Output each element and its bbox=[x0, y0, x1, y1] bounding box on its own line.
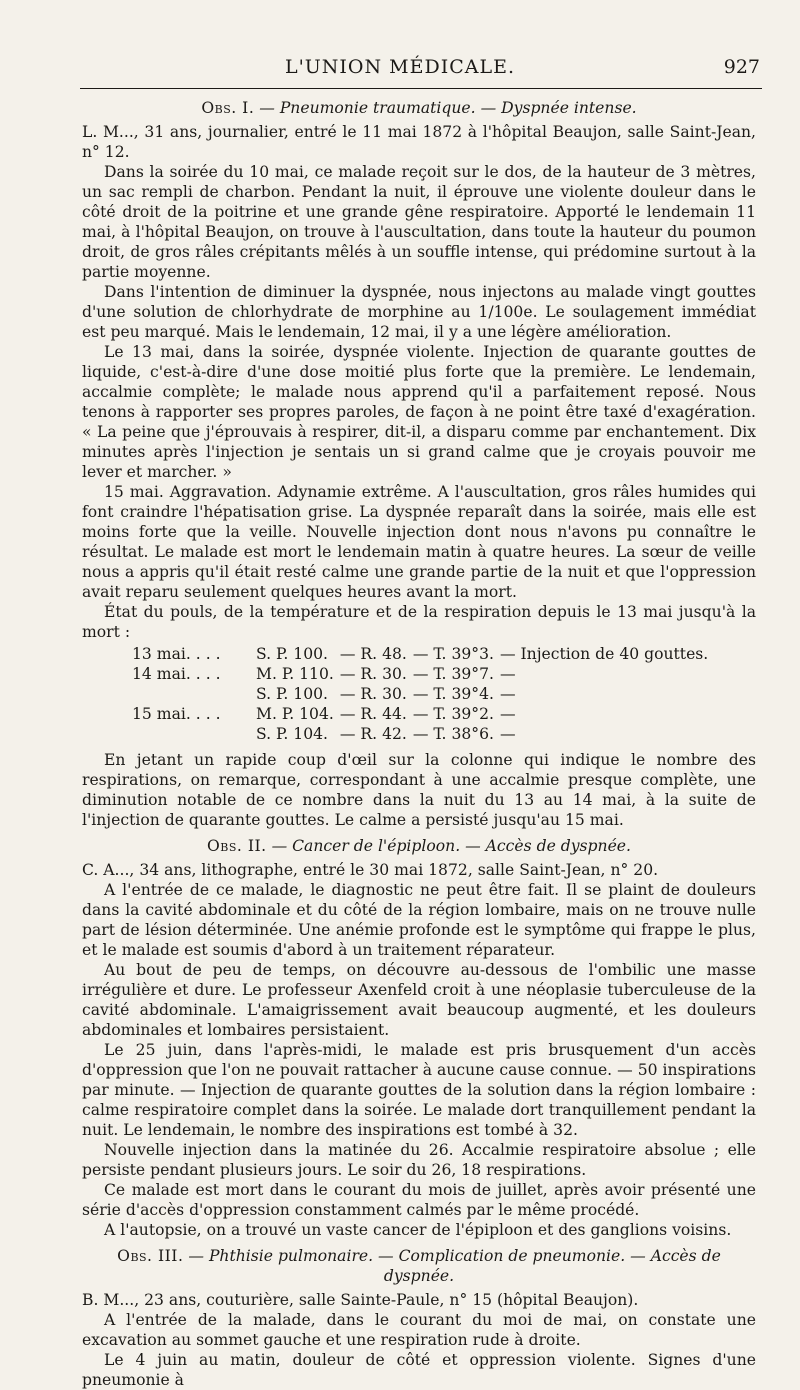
obs1-paragraph: État du pouls, de la température et de la respiration depuis le 13 mai jusqu'à la mort : bbox=[82, 603, 756, 641]
obs3-title: — Phthisie pulmonaire. — Complication de pneumonie. — Accès de dyspnée. bbox=[188, 1247, 721, 1285]
journal-title: L'UNION MÉDICALE. bbox=[284, 56, 516, 78]
table-cell-day: 15 mai. . . . bbox=[132, 705, 221, 723]
obs2-paragraph: A l'entrée de ce malade, le diagnostic ne peut être fait. Il se plaint de douleurs dans la cavité abdominale et du côté de la région lombaire, mais on ne trouve nulle part de lésion déterminée. Une anémie profonde est le symptôme qui frappe le plus, et le malade est soumis d'abord à un traitement réparateur. bbox=[82, 881, 756, 959]
obs3-paragraph: A l'entrée de la malade, dans le courant du moi de mai, on constate une excavation au sommet gauche et une respiration rude à droite. bbox=[82, 1311, 756, 1349]
obs1-paragraph: Le 13 mai, dans la soirée, dyspnée violente. Injection de quarante gouttes de liquide, c'est-à-dire d'une dose moitié plus forte que la première. Le lendemain, accalmie complète; le malade nous apprend qu'il a parfaitement reposé. Nous tenons à rapporter ses propres paroles, de façon à ne point être taxé d'exagération. « La peine que j'éprouvais à respirer, dit-il, a disparu comme par enchantement. Dix minutes après l'injection je sentais un si grand calme que je croyais pouvoir me lever et marcher. » bbox=[82, 343, 756, 481]
table-cell-pulse: M. P. 110. bbox=[256, 665, 334, 683]
table-cell-pulse: S. P. 104. bbox=[256, 725, 329, 743]
page-number: 927 bbox=[723, 56, 760, 78]
obs1-paragraph: L. M..., 31 ans, journalier, entré le 11 mai 1872 à l'hôpital Beaujon, salle Saint-Jean, n° 12. bbox=[82, 123, 756, 161]
table-cell-resp: — R. 30. bbox=[339, 685, 407, 703]
table-cell-resp: — R. 48. bbox=[339, 645, 407, 663]
table-cell-day bbox=[132, 724, 256, 744]
obs3-heading bbox=[82, 1246, 756, 1286]
obs3-paragraph: B. M..., 23 ans, couturière, salle Sainte-Paule, n° 15 (hôpital Beaujon). bbox=[82, 1291, 639, 1309]
table-cell-note: — Injection de 40 gouttes. bbox=[499, 645, 709, 663]
table-cell-temp: — T. 39°2. bbox=[412, 705, 494, 723]
table-cell-note: — bbox=[499, 665, 516, 683]
obs2-label: Obs. II. bbox=[207, 837, 267, 855]
article-body bbox=[82, 98, 756, 1390]
obs1-conclusion: En jetant un rapide coup d'œil sur la colonne qui indique le nombre des respirations, on remarque, correspondant à une accalmie presque complète, une diminution notable de ce nombre dans la nuit du 13 au 14 mai, à la suite de l'injection de quarante gouttes. Le calme a persisté jusqu'au 15 mai. bbox=[82, 751, 756, 829]
obs1-paragraph: 15 mai. Aggravation. Adynamie extrême. A l'auscultation, gros râles humides qui font craindre l'hépatisation grise. La dyspnée reparaît dans la soirée, mais elle est moins forte que la veille. Nouvelle injection dont nous n'avons pu connaître le résultat. Le malade est mort le lendemain matin à quatre heures. La sœur de veille nous a appris qu'il était resté calme une grande partie de la nuit et que l'oppression avait reparu seulement quelques heures avant la mort. bbox=[82, 483, 756, 601]
obs1-paragraph: Dans la soirée du 10 mai, ce malade reçoit sur le dos, de la hauteur de 3 mètres, un sac rempli de charbon. Pendant la nuit, il éprouve une violente douleur dans le côté droit de la poitrine et une grande gêne respiratoire. Apporté le lendemain 11 mai, à l'hôpital Beaujon, on trouve à l'auscultation, dans toute la hauteur du poumon droit, de gros râles crépitants mêlés à un souffle intense, qui prédomine surtout à la partie moyenne. bbox=[82, 163, 756, 281]
obs2-paragraph: A l'autopsie, on a trouvé un vaste cancer de l'épiploon et des ganglions voisins. bbox=[104, 1221, 732, 1239]
table-cell-day: 14 mai. . . . bbox=[132, 665, 221, 683]
table-row bbox=[132, 664, 714, 684]
obs3-paragraph: Le 4 juin au matin, douleur de côté et oppression violente. Signes d'une pneumonie à bbox=[82, 1351, 756, 1389]
obs2-heading bbox=[82, 836, 756, 856]
table-cell-note: — bbox=[499, 685, 516, 703]
obs1-paragraph: Dans l'intention de diminuer la dyspnée, nous injectons au malade vingt gouttes d'une solution de chlorhydrate de morphine au 1/100e. Le soulagement immédiat est peu marqué. Mais le lendemain, 12 mai, il y a une légère amélioration. bbox=[82, 283, 756, 341]
table-cell-pulse: M. P. 104. bbox=[256, 705, 334, 723]
table-cell-temp: — T. 39°3. bbox=[412, 645, 494, 663]
table-cell-temp: — T. 38°6. bbox=[412, 725, 494, 743]
table-cell-day bbox=[132, 684, 256, 704]
table-cell-resp: — R. 30. bbox=[339, 665, 407, 683]
table-row bbox=[132, 724, 714, 744]
table-cell-note: — bbox=[499, 725, 516, 743]
table-cell-resp: — R. 44. bbox=[339, 705, 407, 723]
obs2-paragraph: Au bout de peu de temps, on découvre au-dessous de l'ombilic une masse irrégulière et dure. Le professeur Axenfeld croit à une néoplasie tuberculeuse de la cavité abdominale. L'amaigrissement avait beaucoup augmenté, et les douleurs abdominales et lombaires persistaient. bbox=[82, 961, 756, 1039]
table-cell-resp: — R. 42. bbox=[339, 725, 407, 743]
obs1-heading bbox=[82, 98, 756, 118]
table-row bbox=[132, 684, 714, 704]
vitals-table bbox=[132, 644, 714, 744]
table-cell-pulse: S. P. 100. bbox=[256, 685, 329, 703]
obs2-paragraph: Le 25 juin, dans l'après-midi, le malade est pris brusquement d'un accès d'oppression que l'on ne pouvait rattacher à aucune cause connue. — 50 inspirations par minute. — Injection de quarante gouttes de la solution dans la région lombaire : calme respiratoire complet dans la soirée. Le malade dort tranquillement pendant la nuit. Le lendemain, le nombre des inspirations est tombé à 32. bbox=[82, 1041, 756, 1139]
table-row bbox=[132, 644, 714, 664]
obs3-label: Obs. III. bbox=[117, 1247, 184, 1265]
table-cell-pulse: S. P. 100. bbox=[256, 645, 329, 663]
obs2-title: — Cancer de l'épiploon. — Accès de dyspnée. bbox=[271, 837, 631, 855]
table-row bbox=[132, 704, 714, 724]
obs1-title: — Pneumonie traumatique. — Dyspnée intense. bbox=[259, 99, 637, 117]
table-cell-temp: — T. 39°4. bbox=[412, 685, 494, 703]
obs1-label: Obs. I. bbox=[201, 99, 255, 117]
table-cell-day: 13 mai. . . . bbox=[132, 645, 221, 663]
table-cell-note: — bbox=[499, 705, 516, 723]
obs2-paragraph: Ce malade est mort dans le courant du mois de juillet, après avoir présenté une série d'accès d'oppression constamment calmés par le même procédé. bbox=[82, 1181, 756, 1219]
table-cell-temp: — T. 39°7. bbox=[412, 665, 494, 683]
running-header bbox=[0, 52, 800, 82]
header-rule bbox=[80, 88, 762, 89]
obs2-paragraph: Nouvelle injection dans la matinée du 26. Accalmie respiratoire absolue ; elle persiste pendant plusieurs jours. Le soir du 26, 18 respirations. bbox=[82, 1141, 756, 1179]
obs2-paragraph: C. A..., 34 ans, lithographe, entré le 30 mai 1872, salle Saint-Jean, n° 20. bbox=[82, 861, 659, 879]
